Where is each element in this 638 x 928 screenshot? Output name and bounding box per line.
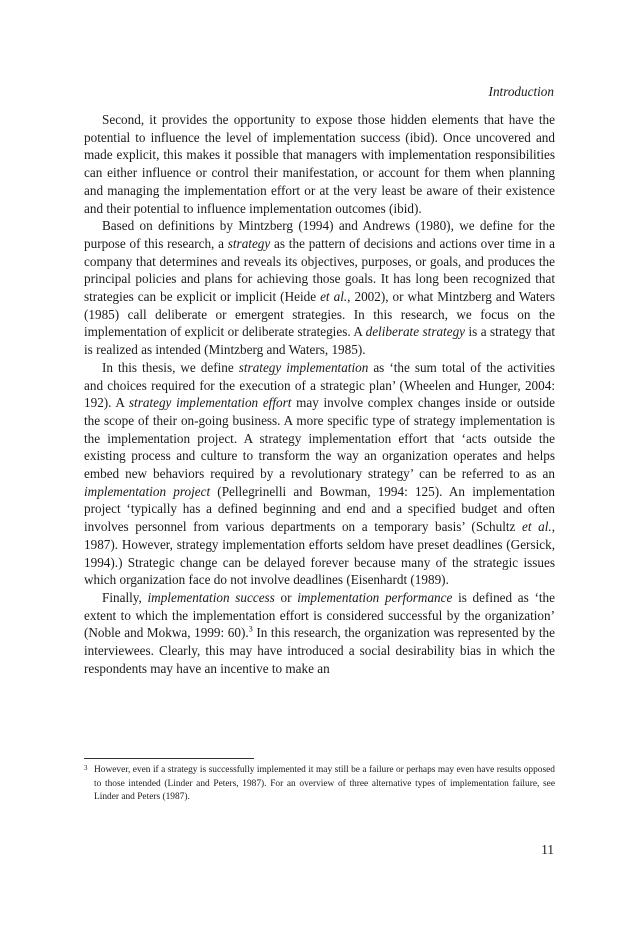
footnote-text: However, even if a strategy is successfully implemented it may still be a failure or perhaps may even have results opposed to those intended (Linder and Peters, 1987). For an overview of three alternative types of implementation failure, see Linder and Peters (1987). (94, 765, 555, 802)
paragraph-2 (84, 217, 555, 359)
text-run: , 1987). However, strategy implementation efforts seldom have preset deadlines (Gersick, 1994).) Strategic change can be delayed forever because many of the strategic issues which organization face do not involve deadlines (Eisenhardt (1989). (84, 519, 555, 588)
paragraph-3 (84, 359, 555, 589)
italic-term: et al. (522, 519, 552, 535)
text-run: is defined as ‘the extent to which the implementation effort is considered successful by the organization’ (Noble and Mokwa, 1999: 60). (84, 589, 555, 641)
italic-term: implementation project (84, 483, 211, 499)
text-run: Finally, (102, 589, 148, 605)
paragraph-4 (84, 589, 555, 678)
italic-term: implementation performance (297, 589, 453, 605)
body-text (84, 111, 555, 678)
text-run: , 2002), or what Mintzberg and Waters (1985) call deliberate or emergent strategies. In this research, we focus on the implementation of explicit or deliberate strategies. A (84, 289, 555, 340)
text-run: as the pattern of decisions and actions over time in a company that determines and reveals its objectives, purposes, or goals, and produces the principal policies and plans for achieving those goals. It has long been recognized that strategies can be explicit or implicit (Heide (84, 235, 555, 305)
text-run: Second, it provides the opportunity to expose those hidden elements that have the potential to influence the level of implementation success (ibid). Once uncovered and made explicit, this makes it possible that managers with implementation responsibilities can either influence or control their manifestation, or account for them when planning and managing the implementation effort or at the very least be aware of their existence and their potential to influence implementation outcomes (ibid). (84, 112, 555, 216)
text-run: as ‘the sum total of the activities and choices required for the execution of a strategic plan’ (Wheelen and Hunger, 2004: 192). A (84, 359, 555, 411)
text-run: is a strategy that is realized as intended (Mintzberg and Waters, 1985). (84, 324, 555, 358)
text-run: may involve complex changes inside or outside the scope of their on-going business. A more specific type of strategy implementation is the implementation project. A strategy implementation effort that ‘acts outside the existing process and culture to transform the way an organization operates and helps embed new behaviors required by a revolutionary strategy’ can be referred to as an (84, 395, 555, 482)
text-run: (Pellegrinelli and Bowman, 1994: 125). An implementation project ‘typically has a defined beginning and end and a specified budget and often involves personnel from various departments on a temporary basis’ (Schultz (84, 483, 555, 535)
italic-term: implementation success (147, 589, 275, 605)
text-run: Based on definitions by Mintzberg (1994) and Andrews (1980), we define for the purpose of this research, a (84, 218, 555, 251)
footnote-separator (84, 758, 254, 759)
text-run: In this research, the organization was represented by the interviewees. Clearly, this may have introduced a social desirability bias in which the respondents may have an incentive to make an (84, 625, 555, 676)
italic-term: et al. (320, 289, 348, 305)
italic-term: strategy (227, 235, 271, 251)
italic-term: deliberate strategy (365, 324, 466, 340)
italic-term: strategy implementation (238, 359, 369, 375)
footnote-mark: 3 (84, 764, 88, 772)
footnote (84, 764, 555, 805)
text-run: or (274, 589, 298, 605)
running-header: Introduction (488, 84, 554, 99)
italic-term: strategy implementation effort (128, 395, 292, 411)
page-number: 11 (541, 842, 554, 857)
paragraph-1 (84, 111, 555, 217)
text-run: In this thesis, we define (102, 359, 239, 375)
footnote-reference: 3 (248, 625, 253, 634)
